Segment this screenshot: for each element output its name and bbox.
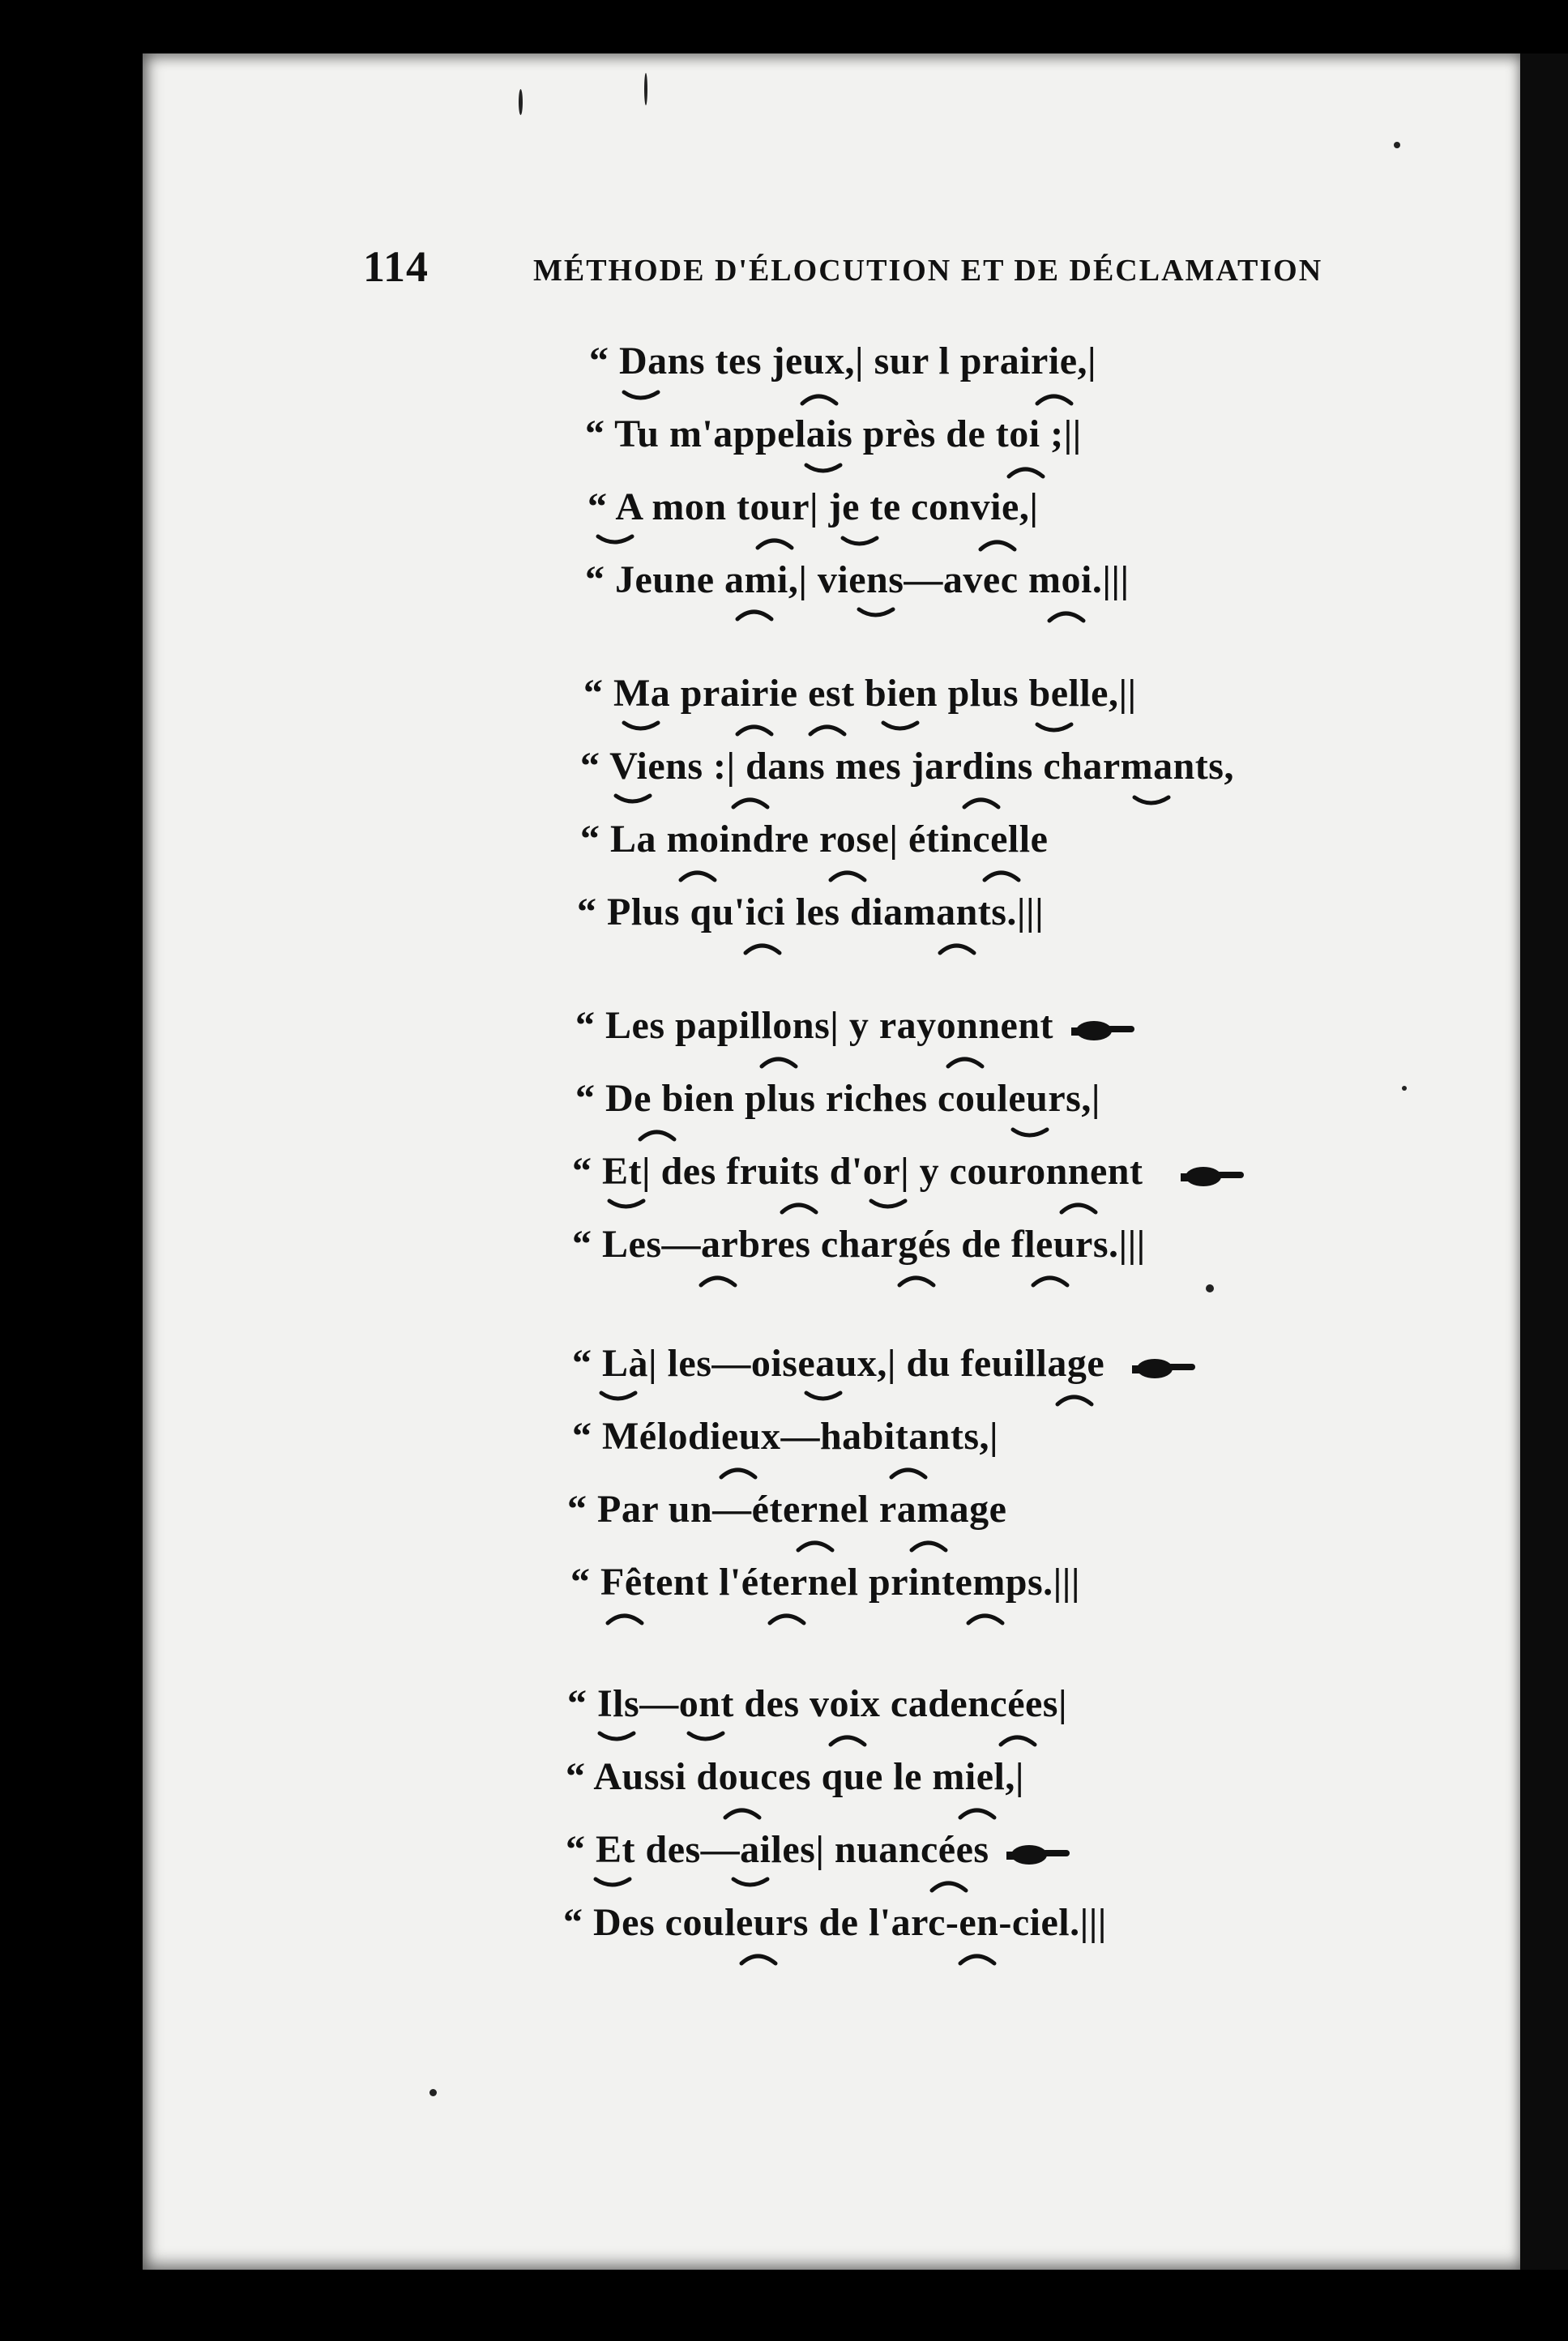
verse-line: “ Aussi douces que le miel,| [566,1755,1024,1798]
verse-line: “ Les—arbres chargés de fleurs.||| [572,1223,1146,1266]
verse-line: “ Viens :| dans mes jardins charmants, [580,745,1234,788]
verse-line: “ A mon tour| je te convie,| [587,485,1039,528]
verse-line: “ Les papillons| y rayonnent [575,1004,1054,1047]
page-number: 114 [363,242,429,291]
page-title: MÉTHODE D'ÉLOCUTION ET DE DÉCLAMATION [533,254,1323,288]
verse-line: “ Dans tes jeux,| sur l prairie,| [589,340,1097,382]
verse-line: “ Jeune ami,| viens—avec moi.||| [585,558,1130,601]
verse-line: “ De bien plus riches couleurs,| [575,1077,1100,1120]
verse-line: “ Ma prairie est bien plus belle,|| [583,672,1137,715]
verse-line: “ Et| des fruits d'or| y couronnent [572,1150,1143,1193]
verse-line: “ Par un—éternel ramage [567,1488,1007,1531]
verse-line: “ Tu m'appelais près de toi ;|| [585,412,1082,455]
verse-line: “ Et des—ailes| nuancées [566,1828,989,1871]
verse-line: “ Mélodieux—habitants,| [572,1415,999,1458]
verse-line: “ Plus qu'ici les diamants.||| [577,891,1045,933]
verse-line: “ La moindre rose| étincelle [580,818,1049,861]
verse-line: “ Là| les—oiseaux,| du feuillage [572,1342,1105,1385]
verse-line: “ Ils—ont des voix cadencées| [567,1682,1068,1725]
verse-line: “ Des couleurs de l'arc-en-ciel.||| [563,1901,1107,1944]
verse-line: “ Fêtent l'éternel printemps.||| [570,1561,1080,1604]
